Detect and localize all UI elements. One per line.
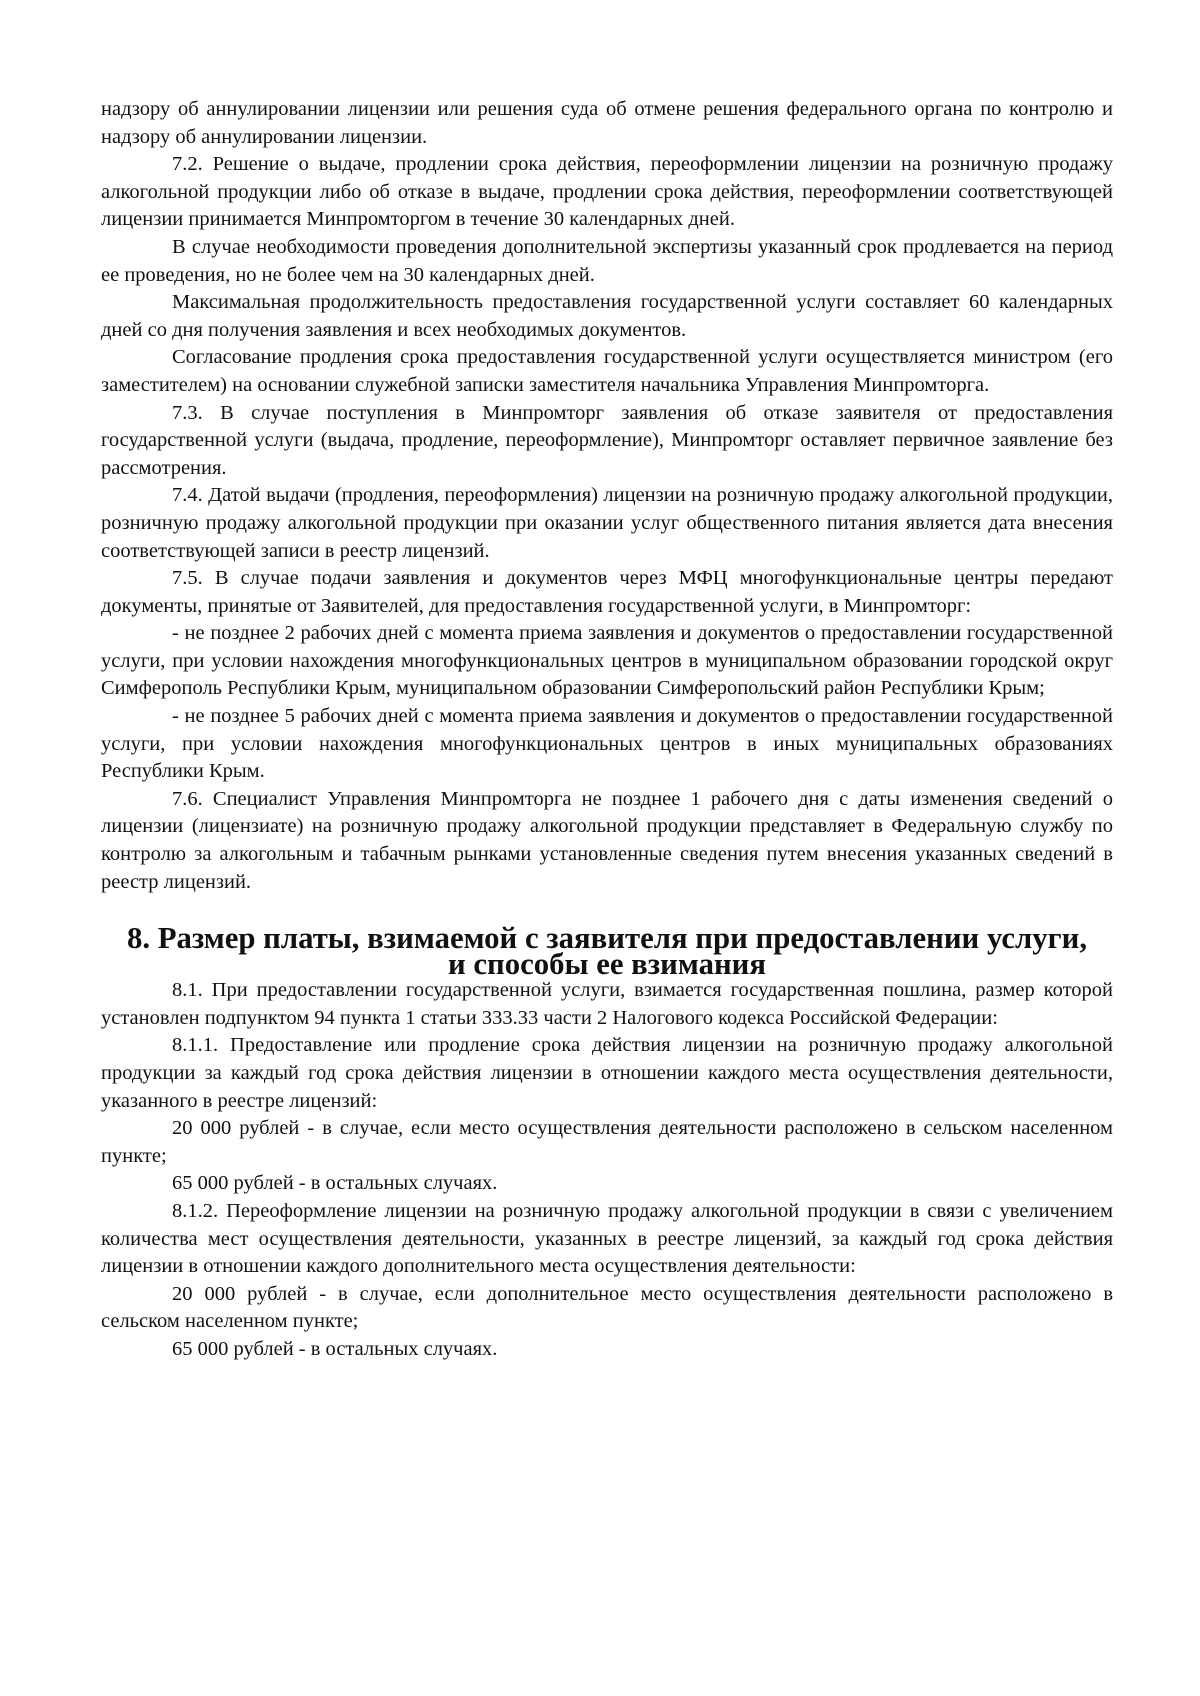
paragraph: В случае необходимости проведения дополнительной экспертизы указанный срок продлевается на период ее проведения, но не более чем на 30 календарных дней. (101, 235, 1113, 286)
section-8-body (101, 977, 1113, 1363)
section-7-body (101, 96, 1113, 896)
document-page (101, 96, 1113, 1364)
paragraph: Максимальная продолжительность предоставления государственной услуги составляет 60 календарных дней со дня получения заявления и всех необходимых документов. (101, 291, 1113, 341)
fee-other-additional: 65 000 рублей - в остальных случаях. (172, 1337, 498, 1360)
paragraph-7-2: 7.2. Решение о выдаче, продлении срока действия, переоформлении лицензии на розничную продажу алкогольной продукции либо об отказе в выдаче, продлении срока действия, переоформлении соответствующей лицензии принимается Минпромторгом в течение 30 календарных дней. (101, 153, 1113, 231)
fee-other: 65 000 рублей - в остальных случаях. (172, 1172, 498, 1195)
paragraph-7-5: 7.5. В случае подачи заявления и документов через МФЦ многофункциональные центры передают документы, принятые от Заявителей, для предоставления государственной услуги, в Минпромторг: (101, 567, 1113, 617)
section-heading-8 (101, 921, 1113, 982)
list-item: - не позднее 2 рабочих дней с момента приема заявления и документов о предоставлении государственной услуги, при условии нахождения многофункциональных центров в муниципальном образовании городской округ Симферополь Республики Крым, муниципальном образовании Симферопольский район Республики Крым; (101, 622, 1113, 700)
paragraph-8-1-2: 8.1.2. Переоформление лицензии на розничную продажу алкогольной продукции в связи с увеличением количества мест осуществления деятельности, указанных в реестре лицензий, за каждый год срока действия лицензии в отношении каждого дополнительного места осуществления деятельности: (101, 1199, 1113, 1278)
paragraph: Согласование продления срока предоставления государственной услуги осуществляется министром (его заместителем) на основании служебной записки заместителя начальника Управления Минпромторга. (101, 346, 1113, 396)
fee-rural: 20 000 рублей - в случае, если место осуществления деятельности расположено в сельском населенном пункте; (101, 1117, 1113, 1167)
fee-rural-additional: 20 000 рублей - в случае, если дополнительное место осуществления деятельности расположено в сельском населенном пункте; (101, 1282, 1113, 1333)
list-item: - не позднее 5 рабочих дней с момента приема заявления и документов о предоставлении государственной услуги, при условии нахождения многофункциональных центров в иных муниципальных образованиях Республики Крым. (101, 705, 1113, 783)
section-heading-line-1: 8. Размер платы, взимаемой с заявителя при предоставлении услуги, (126, 921, 1088, 956)
paragraph-8-1: 8.1. При предоставлении государственной услуги, взимается государственная пошлина, размер которой установлен подпунктом 94 пункта 1 статьи 333.33 части 2 Налогового кодекса Российской Федерации: (101, 979, 1113, 1029)
paragraph-7-6: 7.6. Специалист Управления Минпромторга не позднее 1 рабочего дня с даты изменения сведений о лицензии (лицензиате) на розничную продажу алкогольной продукции представляет в Федеральную службу по контролю за алкогольным и табачным рынками установленные сведения путем внесения указанных сведений в реестр лицензий. (101, 787, 1113, 893)
paragraph: надзору об аннулировании лицензии или решения суда об отмене решения федерального органа по контролю и надзору об аннулировании лицензии. (101, 98, 1113, 148)
paragraph-7-3: 7.3. В случае поступления в Минпромторг заявления об отказе заявителя от предоставления государственной услуги (выдача, продление, переоформление), Минпромторг оставляет первичное заявление без рассмотрения. (101, 401, 1113, 479)
paragraph-7-4: 7.4. Датой выдачи (продления, переоформления) лицензии на розничную продажу алкогольной продукции, розничную продажу алкогольной продукции при оказании услуг общественного питания является дата внесения соответствующей записи в реестр лицензий. (101, 484, 1113, 562)
section-heading-line-2: и способы ее взимания (447, 947, 767, 982)
paragraph-8-1-1: 8.1.1. Предоставление или продление срока действия лицензии на розничную продажу алкогольной продукции за каждый год срока действия лицензии в отношении каждого места осуществления деятельности, указанного в реестре лицензий: (101, 1034, 1113, 1112)
